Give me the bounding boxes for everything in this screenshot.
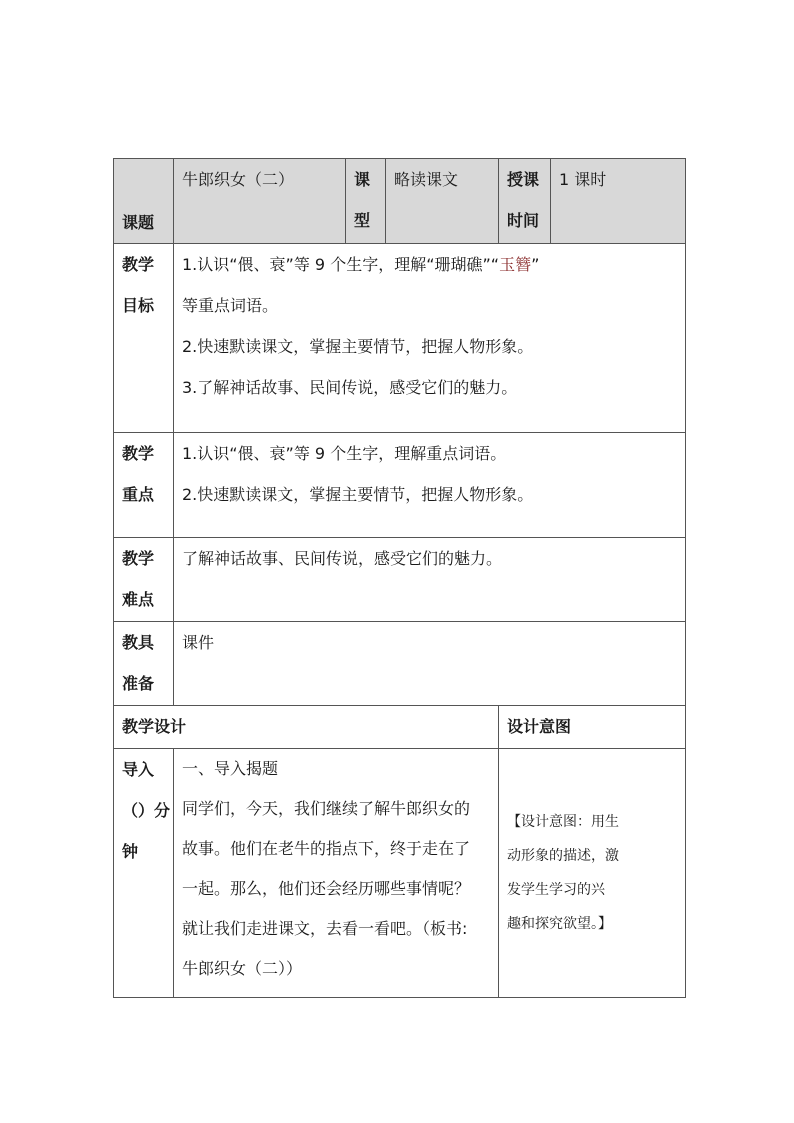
materials-row [114, 622, 686, 706]
topic-value-cell [174, 159, 346, 244]
intent-line-1: 【设计意图：用生 [507, 814, 619, 830]
difficulty-content-cell [174, 538, 686, 622]
intent-line-2: 动形象的描述，激 [507, 848, 619, 864]
intro-line-1: 一、导入揭题 [182, 759, 279, 778]
intro-label-3: 钟 [122, 842, 139, 861]
goals-row [114, 244, 686, 433]
intro-line-5: 就让我们走进课文，去看一看吧。（板书: [182, 919, 468, 938]
goals-label-cell [114, 244, 174, 433]
intro-intent-cell [499, 749, 686, 998]
intro-content-cell [174, 749, 499, 998]
type-value-cell [386, 159, 499, 244]
goals-line-3: 2.快速默读课文，掌握主要情节，把握人物形象。 [182, 337, 534, 356]
focus-line-1: 1.认识“偎、衰”等 9 个生字，理解重点词语。 [182, 444, 507, 463]
design-header-right-cell [499, 706, 686, 749]
intro-line-2: 同学们，今天，我们继续了解牛郎织女的 [182, 799, 471, 818]
goals-line-2: 等重点词语。 [182, 296, 279, 315]
goals-accent-term: 玉簪 [499, 255, 532, 274]
intro-label-1: 导入 [122, 760, 155, 779]
goals-line-4: 3.了解神话故事、民间传说，感受它们的魅力。 [182, 378, 518, 397]
materials-label-cell [114, 622, 174, 706]
topic-label: 课题 [122, 213, 155, 232]
materials-label-2: 准备 [122, 674, 155, 693]
intro-line-6: 牛郎织女（二）） [182, 959, 303, 978]
goals-label-2: 目标 [122, 296, 155, 315]
period-value: 1 课时 [559, 170, 607, 189]
period-label-2: 时间 [507, 211, 540, 230]
period-label-cell [499, 159, 551, 244]
goals-line-1: 1.认识“偎、衰”等 9 个生字，理解“珊瑚礁”“玉簪” [182, 255, 540, 274]
difficulty-line-1: 了解神话故事、民间传说，感受它们的魅力。 [182, 549, 503, 568]
intro-line-3: 故事。他们在老牛的指点下，终于走在了 [182, 839, 471, 858]
difficulty-label-2: 难点 [122, 590, 155, 609]
difficulty-row [114, 538, 686, 622]
focus-line-2: 2.快速默读课文，掌握主要情节，把握人物形象。 [182, 485, 534, 504]
goals-content-cell [174, 244, 686, 433]
design-header-left-cell [114, 706, 499, 749]
type-label-2: 型 [354, 211, 371, 230]
materials-value: 课件 [182, 633, 215, 652]
intro-label-cell [114, 749, 174, 998]
period-value-cell [551, 159, 686, 244]
type-label-cell [346, 159, 386, 244]
type-value: 略读课文 [394, 170, 459, 189]
header-row [114, 159, 686, 244]
intent-line-4: 趣和探究欲望。】 [507, 916, 612, 932]
lesson-plan-table [113, 158, 686, 998]
materials-label-1: 教具 [122, 633, 155, 652]
focus-label-2: 重点 [122, 485, 155, 504]
intent-line-3: 发学生学习的兴 [507, 882, 605, 898]
difficulty-label-1: 教学 [122, 549, 155, 568]
goals-label-1: 教学 [122, 255, 155, 274]
intro-label-2: （）分 [122, 801, 171, 820]
focus-label-1: 教学 [122, 444, 155, 463]
topic-label-cell [114, 159, 174, 244]
topic-value: 牛郎织女（二） [182, 170, 295, 189]
design-header-left: 教学设计 [122, 717, 187, 736]
period-label-1: 授课 [507, 170, 540, 189]
focus-label-cell [114, 433, 174, 538]
difficulty-label-cell [114, 538, 174, 622]
focus-row [114, 433, 686, 538]
type-label-1: 课 [354, 170, 371, 189]
intro-row [114, 749, 686, 998]
materials-content-cell [174, 622, 686, 706]
design-header-right: 设计意图 [507, 717, 572, 736]
focus-content-cell [174, 433, 686, 538]
design-header-row [114, 706, 686, 749]
intro-line-4: 一起。那么，他们还会经历哪些事情呢？ [182, 879, 471, 898]
